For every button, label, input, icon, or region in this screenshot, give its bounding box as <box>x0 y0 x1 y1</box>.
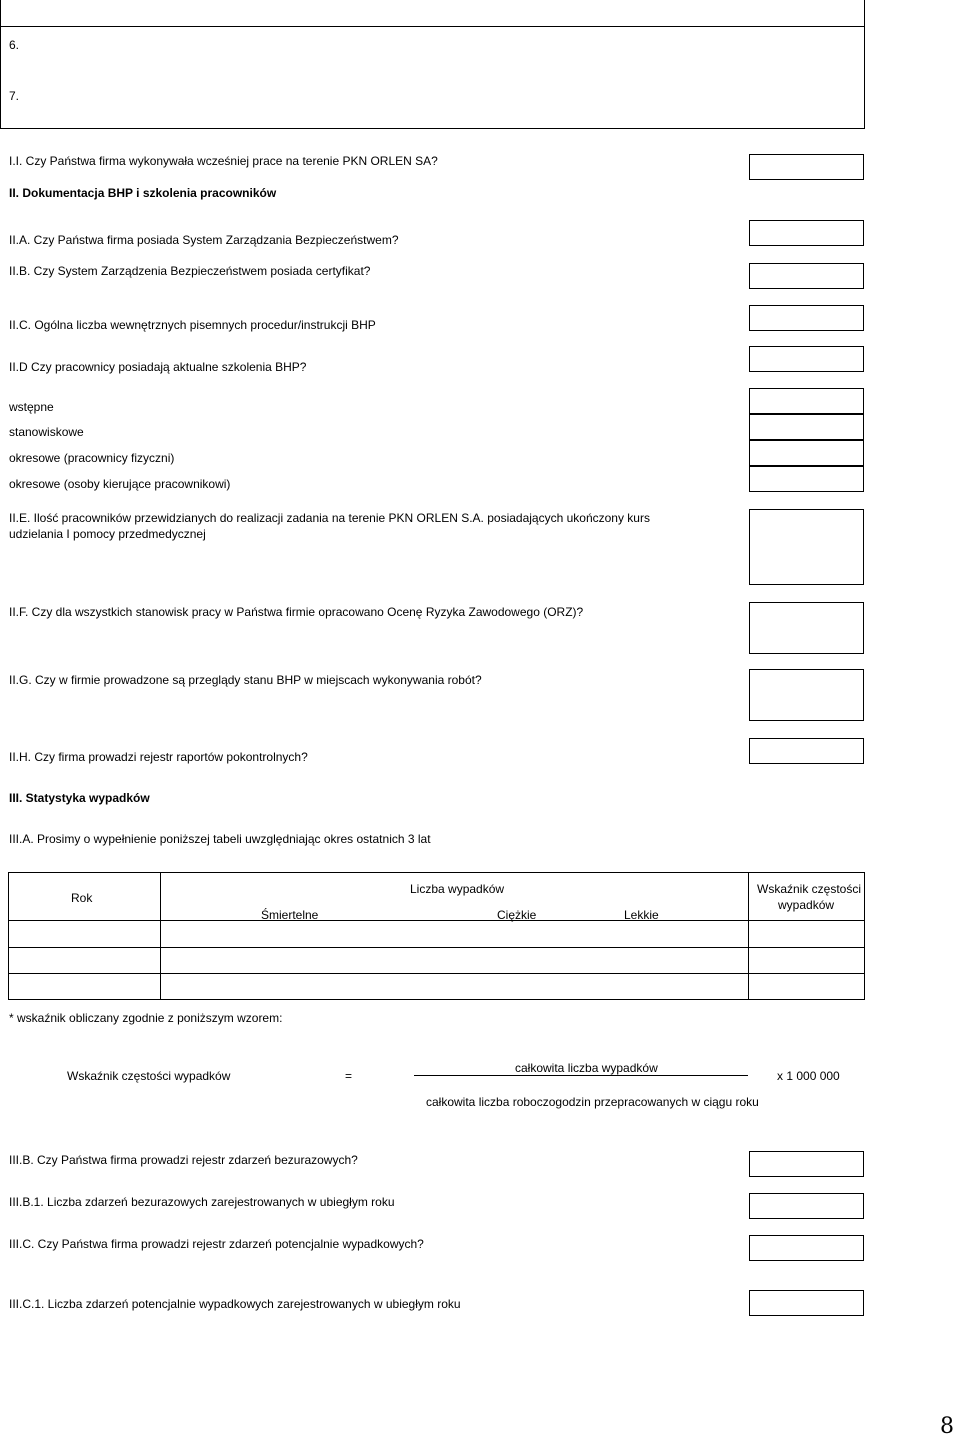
answer-box-II-E[interactable] <box>749 509 864 585</box>
section-II-heading: II. Dokumentacja BHP i szkolenia pracowników <box>9 186 277 200</box>
formula-numerator: całkowita liczba wypadków <box>515 1061 658 1075</box>
section-III-heading: III. Statystyka wypadków <box>9 791 150 805</box>
formula-multiplier: x 1 000 000 <box>777 1069 840 1083</box>
answer-box-II-H[interactable] <box>749 738 864 764</box>
answer-box-III-C-1[interactable] <box>749 1290 864 1316</box>
table-border <box>0 0 1 128</box>
answer-box-II-D[interactable] <box>749 346 864 372</box>
table-border <box>8 973 865 974</box>
question-III-B-1: III.B.1. Liczba zdarzeń bezurazowych zarejestrowanych w ubiegłym roku <box>9 1195 395 1209</box>
page-number: 8 <box>940 1414 954 1439</box>
question-III-A: III.A. Prosimy o wypełnienie poniższej tabeli uwzględniając okres ostatnich 3 lat <box>9 832 431 846</box>
answer-box-training-okresowe-kierujace[interactable] <box>749 466 864 492</box>
question-II-H: II.H. Czy firma prowadzi rejestr raportów pokontrolnych? <box>9 750 308 764</box>
column-header-rate-line1: Wskaźnik częstości <box>757 882 862 896</box>
answer-box-II-C[interactable] <box>749 305 864 331</box>
question-II-A: II.A. Czy Państwa firma posiada System Zarządzania Bezpieczeństwem? <box>9 233 399 247</box>
subheader-serious: Ciężkie <box>497 908 537 922</box>
formula-note: * wskaźnik obliczany zgodnie z poniższym wzorem: <box>9 1011 283 1025</box>
column-header-rate-line2: wypadków <box>778 898 835 912</box>
answer-box-III-B-1[interactable] <box>749 1193 864 1219</box>
question-II-G: II.G. Czy w firmie prowadzone są przeglądy stanu BHP w miejscach wykonywania robót? <box>9 673 482 687</box>
answer-box-III-C[interactable] <box>749 1235 864 1261</box>
table-border <box>0 128 865 129</box>
table-border <box>748 872 749 1000</box>
question-III-C-1: III.C.1. Liczba zdarzeń potencjalnie wypadkowych zarejestrowanych w ubiegłym roku <box>9 1297 461 1311</box>
training-type-label: okresowe (pracownicy fizyczni) <box>9 451 175 465</box>
question-II-C: II.C. Ogólna liczba wewnętrznych pisemnych procedur/instrukcji BHP <box>9 318 376 332</box>
answer-box-II-A[interactable] <box>749 220 864 246</box>
answer-box-training-okresowe-fizyczni[interactable] <box>749 440 864 466</box>
column-header-accidents: Liczba wypadków <box>410 882 505 896</box>
answer-box-III-B[interactable] <box>749 1151 864 1177</box>
formula-denominator: całkowita liczba roboczogodzin przepracowanych w ciągu roku <box>426 1095 759 1109</box>
question-I-I: I.I. Czy Państwa firma wykonywała wcześniej prace na terenie PKN ORLEN SA? <box>9 154 438 168</box>
table-row-label: 7. <box>9 89 20 103</box>
answer-box-II-F[interactable] <box>749 602 864 654</box>
question-II-D: II.D Czy pracownicy posiadają aktualne szkolenia BHP? <box>9 360 307 374</box>
table-border <box>8 920 865 921</box>
answer-box-training-stanowiskowe[interactable] <box>749 414 864 440</box>
table-row-label: 6. <box>9 38 20 52</box>
formula-equals: = <box>345 1069 353 1083</box>
subheader-light: Lekkie <box>624 908 659 922</box>
column-header-year: Rok <box>71 891 93 905</box>
question-III-C: III.C. Czy Państwa firma prowadzi rejestr zdarzeń potencjalnie wypadkowych? <box>9 1237 424 1251</box>
table-border <box>864 0 865 128</box>
question-II-F: II.F. Czy dla wszystkich stanowisk pracy w Państwa firmie opracowano Ocenę Ryzyka Zawodowego (ORZ)? <box>9 605 584 619</box>
answer-box-training-wstepne[interactable] <box>749 388 864 414</box>
table-border <box>8 947 865 948</box>
training-type-label: okresowe (osoby kierujące pracownikowi) <box>9 477 231 491</box>
training-type-label: stanowiskowe <box>9 425 84 439</box>
answer-box-I-I[interactable] <box>749 154 864 180</box>
formula-left: Wskaźnik częstości wypadków <box>67 1069 231 1083</box>
answer-box-II-B[interactable] <box>749 263 864 289</box>
training-type-label: wstępne <box>9 400 54 414</box>
table-border <box>160 872 161 1000</box>
table-border <box>0 26 865 27</box>
question-II-B: II.B. Czy System Zarządzenia Bezpieczeństwem posiada certyfikat? <box>9 264 371 278</box>
answer-box-II-G[interactable] <box>749 669 864 721</box>
question-II-E-line2: udzielania I pomocy przedmedycznej <box>9 527 206 541</box>
question-III-B: III.B. Czy Państwa firma prowadzi rejestr zdarzeń bezurazowych? <box>9 1153 358 1167</box>
question-II-E-line1: II.E. Ilość pracowników przewidzianych do realizacji zadania na terenie PKN ORLEN S.A. posiadających ukończony kurs <box>9 511 650 525</box>
subheader-fatal: Śmiertelne <box>261 908 319 922</box>
fraction-line <box>414 1075 748 1076</box>
